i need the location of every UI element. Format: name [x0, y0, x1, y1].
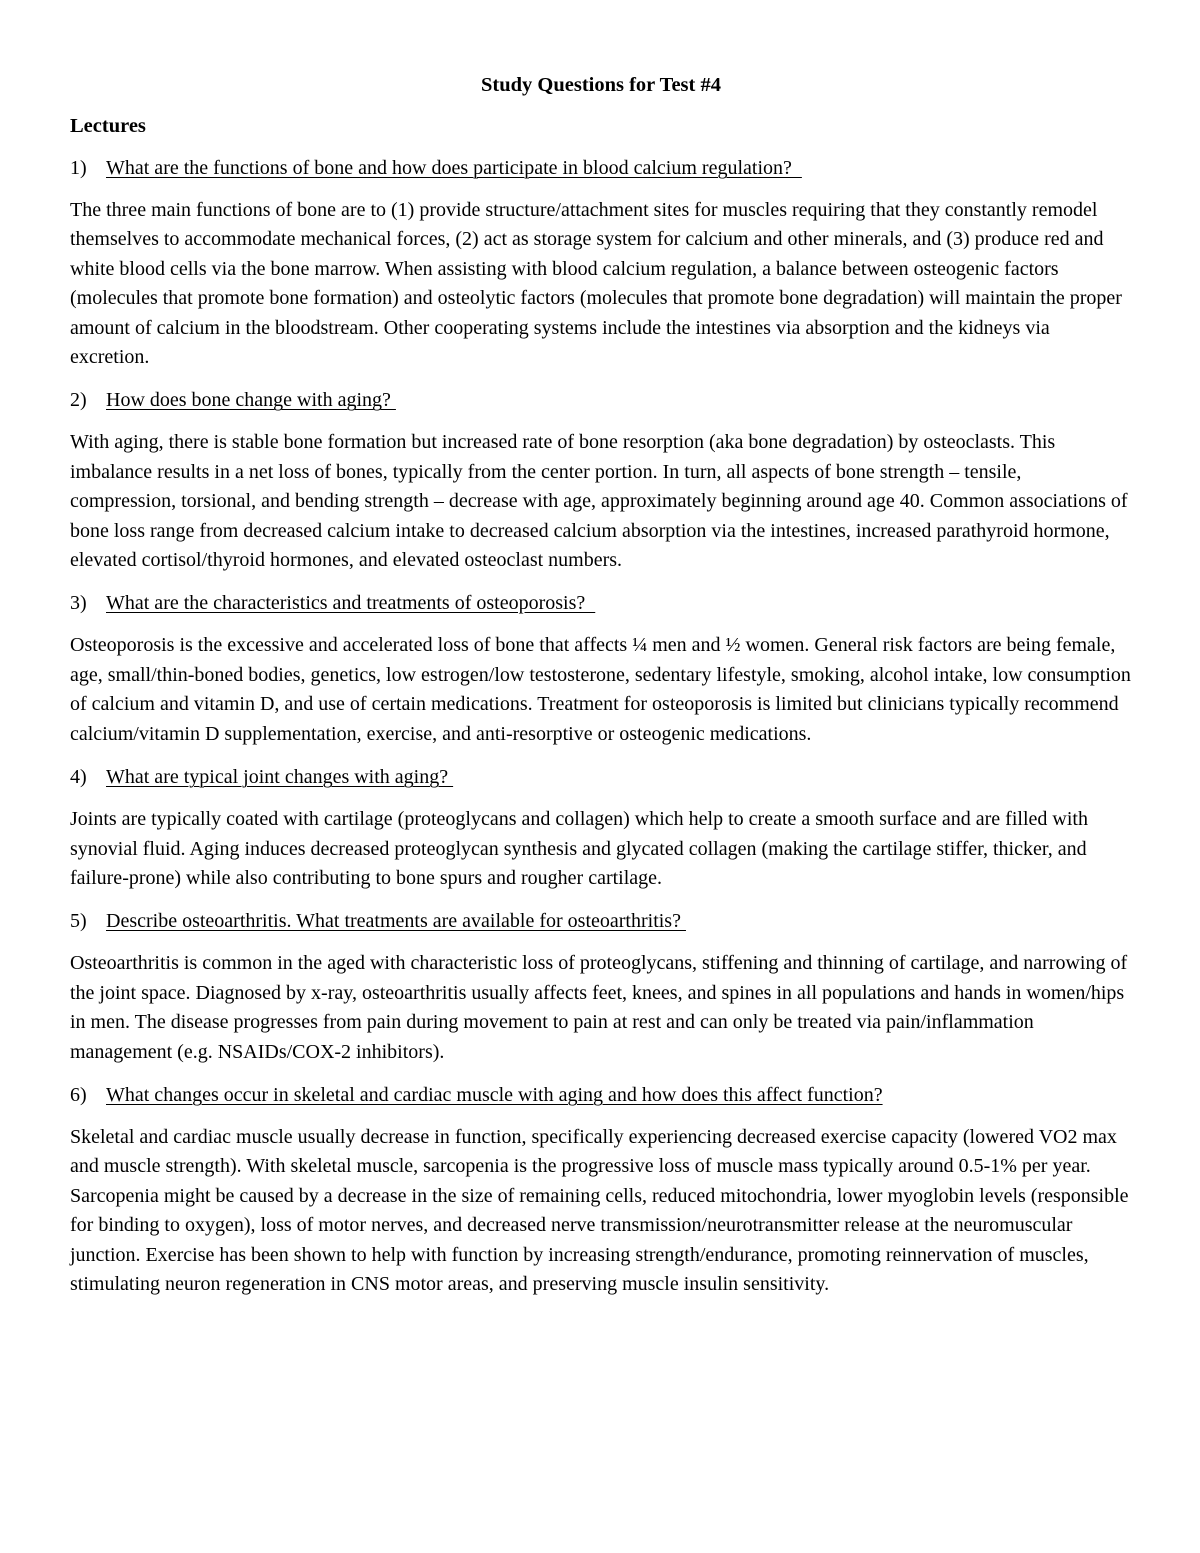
question-text: Describe osteoarthritis. What treatments are available for osteoarthritis? — [106, 910, 686, 933]
question-number: 5) — [70, 910, 87, 933]
question-text: What are typical joint changes with aging? — [106, 766, 454, 789]
answer-3: Osteoporosis is the excessive and accelerated loss of bone that affects ¼ men and ½ women. General risk factors are being female, age, small/thin-boned bodies, genetics, low estrogen/low testosterone, sedentary lifestyle, smoking, alcohol intake, low consumption of calcium and vitamin D, and use of certain medications. Treatment for osteoporosis is limited but clinicians typically recommend calcium/vitamin D supplementation, exercise, and anti-resorptive or osteogenic medications. — [70, 634, 1131, 745]
question-6 — [70, 1081, 1132, 1109]
question-3 — [70, 589, 1132, 617]
question-number: 2) — [70, 389, 87, 412]
answer-5: Osteoarthritis is common in the aged with characteristic loss of proteoglycans, stiffening and thinning of cartilage, and narrowing of the joint space. Diagnosed by x-ray, osteoarthritis usually affects feet, knees, and spines in all populations and hands in women/hips in men. The disease progresses from pain during movement to pain at rest and can only be treated via pain/inflammation management (e.g. NSAIDs/COX-2 inhibitors). — [70, 952, 1128, 1063]
answer-4: Joints are typically coated with cartilage (proteoglycans and collagen) which help to create a smooth surface and are filled with synovial fluid. Aging induces decreased proteoglycan synthesis and glycated collagen (making the cartilage stiffer, thicker, and failure-prone) while also contributing to bone spurs and rougher cartilage. — [70, 808, 1088, 889]
question-number: 4) — [70, 766, 87, 789]
answer-2: With aging, there is stable bone formation but increased rate of bone resorption (aka bone degradation) by osteoclasts. This imbalance results in a net loss of bones, typically from the center portion. In turn, all aspects of bone strength – tensile, compression, torsional, and bending strength – decrease with age, approximately beginning around age 40. Common associations of bone loss range from decreased calcium intake to decreased calcium absorption via the intestines, increased parathyroid hormone, elevated cortisol/thyroid hormones, and elevated osteoclast numbers. — [70, 431, 1128, 572]
question-text: What are the functions of bone and how does participate in blood calcium regulation? — [106, 157, 802, 179]
question-text: What are the characteristics and treatments of osteoporosis? — [106, 592, 596, 615]
question-text: What changes occur in skeletal and cardiac muscle with aging and how does this affect function? — [106, 1083, 883, 1106]
document-title: Study Questions for Test #4 — [481, 74, 721, 96]
question-number: 6) — [70, 1083, 87, 1106]
question-5 — [70, 907, 1132, 935]
question-1 — [70, 154, 1132, 182]
question-number: 1) — [70, 157, 87, 179]
question-text: How does bone change with aging? — [106, 389, 396, 412]
answer-6: Skeletal and cardiac muscle usually decrease in function, specifically experiencing decreased exercise capacity (lowered VO2 max and muscle strength). With skeletal muscle, sarcopenia is the progressive loss of muscle mass typically around 0.5-1% per year. Sarcopenia might be caused by a decrease in the size of remaining cells, reduced mitochondria, lower myoglobin levels (responsible for binding to oxygen), loss of motor nerves, and decreased nerve transmission/neurotransmitter release at the neuromuscular junction. Exercise has been shown to help with function by increasing strength/endurance, promoting reinnervation of muscles, stimulating neuron regeneration in CNS motor areas, and preserving muscle insulin sensitivity. — [70, 1125, 1129, 1295]
question-2 — [70, 386, 1132, 414]
question-4 — [70, 763, 1132, 791]
section-heading: Lectures — [70, 115, 146, 137]
question-number: 3) — [70, 592, 87, 615]
document-page — [70, 70, 1132, 1313]
answer-1: The three main functions of bone are to (1) provide structure/attachment sites for muscles requiring that they constantly remodel themselves to accommodate mechanical forces, (2) act as storage system for calcium and other minerals, and (3) produce red and white blood cells via the bone marrow. When assisting with blood calcium regulation, a balance between osteogenic factors (molecules that promote bone formation) and osteolytic factors (molecules that promote bone degradation) will maintain the proper amount of calcium in the bloodstream. Other cooperating systems include the intestines via absorption and the kidneys via excretion. — [70, 199, 1122, 369]
